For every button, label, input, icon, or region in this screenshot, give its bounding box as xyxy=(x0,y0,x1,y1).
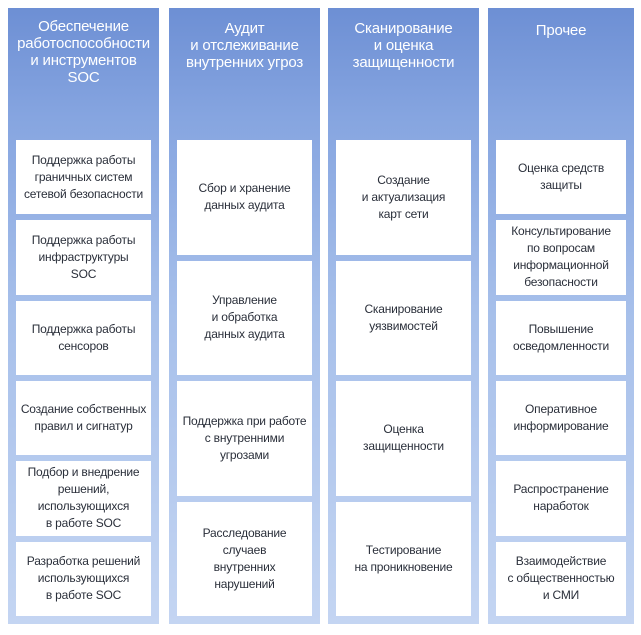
column-items xyxy=(177,140,312,616)
item-box xyxy=(16,140,151,214)
item-label: Поддержка работы сенсоров xyxy=(31,321,136,353)
column-header xyxy=(328,20,479,138)
item-label: Поддержка работы инфраструктуры SOC xyxy=(31,232,136,281)
item-box xyxy=(177,261,312,376)
item-label: Повышение осведомленности xyxy=(512,321,610,353)
item-box xyxy=(16,220,151,294)
column-items xyxy=(496,140,626,616)
item-box xyxy=(16,381,151,455)
item-label: Консультирование по вопросам информационной безопасности xyxy=(511,224,611,290)
column-scanning-assessment xyxy=(328,8,479,624)
item-box xyxy=(496,542,626,616)
item-box xyxy=(336,502,471,617)
item-label: Распространение наработок xyxy=(513,482,609,514)
column-items xyxy=(16,140,151,616)
item-label: Сканирование уязвимостей xyxy=(364,301,443,333)
item-box xyxy=(496,461,626,535)
item-label: Подбор и внедрение решений, использующихся в работе SOC xyxy=(27,465,140,531)
item-label: Оценка защищенности xyxy=(363,422,444,454)
column-header xyxy=(8,18,159,136)
column-title: Обеспечение работоспособности и инструментов SOC xyxy=(17,18,150,86)
item-box xyxy=(496,220,626,294)
item-box xyxy=(16,542,151,616)
item-box xyxy=(496,301,626,375)
column-items xyxy=(336,140,471,616)
item-box xyxy=(496,381,626,455)
column-header xyxy=(488,22,634,140)
item-label: Создание собственных правил и сигнатур xyxy=(20,402,147,434)
item-box xyxy=(336,381,471,496)
item-box xyxy=(496,140,626,214)
column-title: Аудит и отслеживание внутренних угроз xyxy=(185,20,304,71)
item-label: Тестирование на проникновение xyxy=(354,542,453,574)
item-box xyxy=(177,140,312,255)
item-label: Сбор и хранение данных аудита xyxy=(198,181,291,213)
column-title: Сканирование и оценка защищенности xyxy=(352,20,455,71)
item-label: Оперативное информирование xyxy=(513,402,609,434)
item-label: Взаимодействие с общественностью и СМИ xyxy=(507,554,615,603)
item-box xyxy=(336,140,471,255)
item-box xyxy=(16,301,151,375)
column-soc-operations xyxy=(8,8,159,624)
column-title: Прочее xyxy=(535,22,587,39)
item-box xyxy=(177,502,312,617)
item-label: Расследование случаев внутренних нарушений xyxy=(202,525,287,591)
item-label: Поддержка при работе с внутренними угрозами xyxy=(182,413,307,462)
item-label: Управление и обработка данных аудита xyxy=(204,293,285,342)
item-box xyxy=(336,261,471,376)
item-label: Создание и актуализация карт сети xyxy=(361,172,446,221)
item-box xyxy=(177,381,312,496)
column-audit-insider-threats xyxy=(169,8,320,624)
item-label: Оценка средств защиты xyxy=(517,161,605,193)
column-other xyxy=(488,8,634,624)
item-label: Разработка решений использующихся в работе SOC xyxy=(26,554,141,603)
item-label: Поддержка работы граничных систем сетевой безопасности xyxy=(23,152,144,201)
item-box xyxy=(16,461,151,535)
column-header xyxy=(169,20,320,138)
